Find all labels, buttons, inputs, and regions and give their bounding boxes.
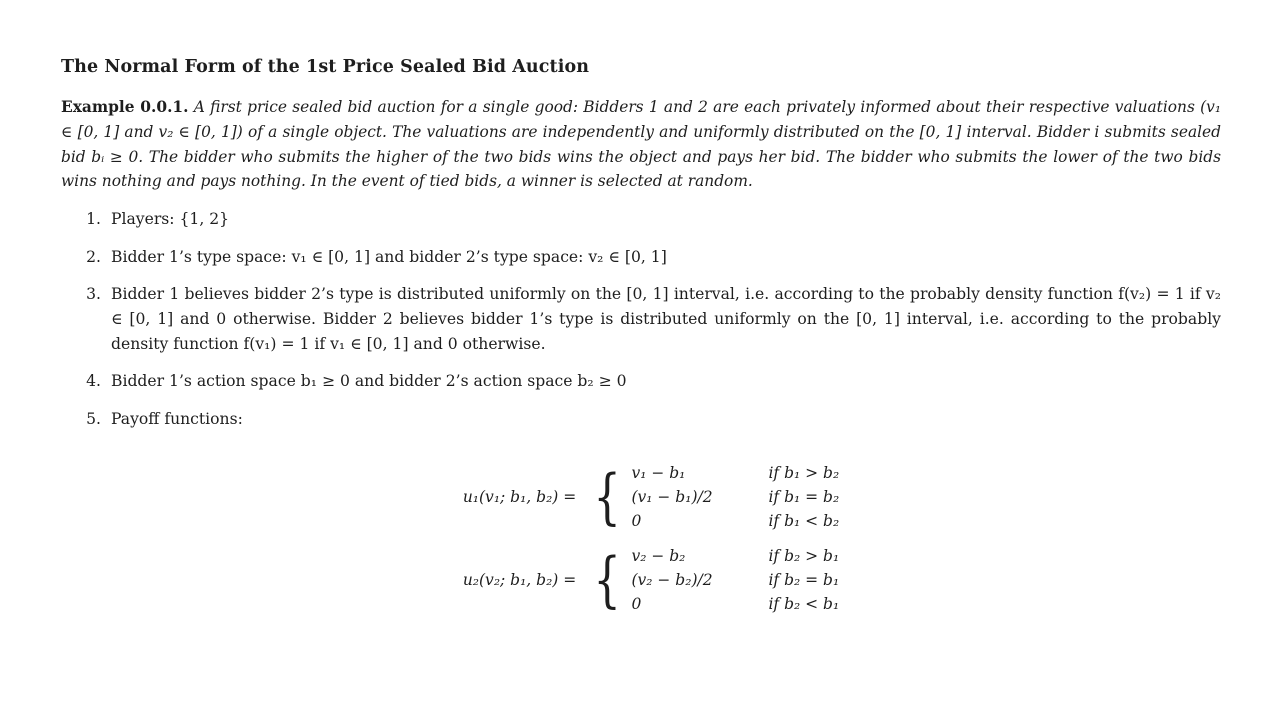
list-item-payoff-functions xyxy=(61,407,1221,432)
case-condition: if b₂ = b₁ xyxy=(768,571,840,590)
case-expression: (v₁ − b₁)/2 xyxy=(631,488,713,507)
case-expression: (v₂ − b₂)/2 xyxy=(631,571,713,590)
equation-lhs: u₁(v₁; b₁, b₂) = xyxy=(462,488,577,507)
list-item-text: Bidder 1’s type space: v₁ ∈ [0, 1] and bidder 2’s type space: v₂ ∈ [0, 1] xyxy=(111,247,667,266)
case-condition: if b₂ > b₁ xyxy=(768,547,840,566)
cases-block xyxy=(631,461,839,533)
case-condition: if b₁ = b₂ xyxy=(768,488,840,507)
list-item-text: Players: {1, 2} xyxy=(111,210,230,229)
cases-brace: { xyxy=(593,545,622,616)
case-condition: if b₂ < b₁ xyxy=(768,595,840,614)
case-condition: if b₁ < b₂ xyxy=(768,512,840,531)
list-item-action-spaces xyxy=(61,369,1221,394)
list-item-number: 3. xyxy=(86,285,101,304)
cases-brace: { xyxy=(593,462,622,533)
list-item-number: 2. xyxy=(86,247,101,266)
example-paragraph xyxy=(61,95,1221,194)
payoff-equations xyxy=(463,460,839,617)
example-label: Example 0.0.1. xyxy=(61,98,189,116)
case-condition: if b₁ > b₂ xyxy=(768,464,840,483)
page-title: The Normal Form of the 1st Price Sealed Bid Auction xyxy=(61,57,590,77)
case-expression: 0 xyxy=(631,512,642,531)
list-item-beliefs xyxy=(61,282,1221,356)
equation-u1 xyxy=(463,460,839,534)
case-expression: v₁ − b₁ xyxy=(631,464,686,483)
list-item-text: Payoff functions: xyxy=(111,409,243,428)
list-item-text: Bidder 1’s action space b₁ ≥ 0 and bidder 2’s action space b₂ ≥ 0 xyxy=(111,372,627,391)
list-item-number: 5. xyxy=(86,409,101,428)
list-item-number: 1. xyxy=(86,210,101,229)
numbered-list xyxy=(61,207,1221,431)
list-item-number: 4. xyxy=(86,372,101,391)
list-item-text: Bidder 1 believes bidder 2’s type is distributed uniformly on the [0, 1] interval, i.e. according to the probably density function f(v₂) = 1 if v₂ ∈ [0, 1] and 0 otherwise. Bidder 2 believes bidder 1’s type is distributed uniformly on the [0, 1] interval, i.e. according to the probably density function f(v₁) = 1 if v₁ ∈ [0, 1] and 0 otherwise. xyxy=(111,285,1221,353)
list-item-type-spaces xyxy=(61,245,1221,270)
cases-block xyxy=(631,544,839,616)
case-expression: 0 xyxy=(631,595,642,614)
list-item-players xyxy=(61,207,1221,232)
case-expression: v₂ − b₂ xyxy=(631,547,686,566)
equation-lhs: u₂(v₂; b₁, b₂) = xyxy=(462,571,577,590)
example-body: A first price sealed bid auction for a single good: Bidders 1 and 2 are each privately informed about their respective valuations (v₁ ∈ [0, 1] and v₂ ∈ [0, 1]) of a single object. The valuations are independently and uniformly distributed on the [0, 1] interval. Bidder i submits sealed bid bᵢ ≥ 0. The bidder who submits the higher of the two bids wins the object and pays her bid. The bidder who submits the lower of the two bids wins nothing and pays nothing. In the event of tied bids, a winner is selected at random. xyxy=(61,98,1222,191)
equation-u2 xyxy=(463,543,839,617)
